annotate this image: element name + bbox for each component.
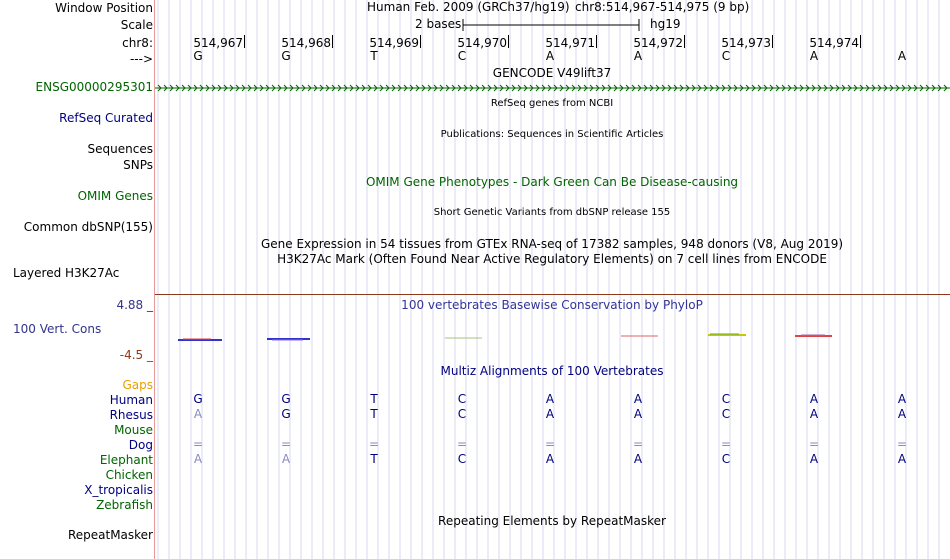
publications-track-title: Publications: Sequences in Scientific Articles xyxy=(440,129,664,140)
gtex-track-title: Gene Expression in 54 tissues from GTEx RNA-seq of 17382 samples, 948 donors (V8, Aug 2019) xyxy=(260,237,844,251)
phylop-plot[interactable] xyxy=(155,328,950,348)
common-dbsnp-label[interactable]: Common dbSNP(155) xyxy=(23,220,153,234)
alignment-base: G xyxy=(281,407,291,421)
alignment-base: A xyxy=(193,407,203,421)
ruler-tick-label: 514,968 xyxy=(281,36,331,50)
species-label[interactable]: Mouse xyxy=(114,423,153,437)
alignment-base: = xyxy=(280,437,292,451)
ruler-tick-label: 514,973 xyxy=(721,36,771,50)
alignment-base: A xyxy=(897,452,907,466)
alignment-base: T xyxy=(370,407,378,421)
refseq-label[interactable]: RefSeq Curated xyxy=(59,111,153,125)
alignment-base: A xyxy=(545,392,555,406)
alignment-base: A xyxy=(633,452,643,466)
alignment-base: C xyxy=(721,407,731,421)
alignment-base: = xyxy=(456,437,468,451)
ruler-tick-label: 514,971 xyxy=(545,36,595,50)
ruler-tick xyxy=(508,35,509,48)
ruler-tick-label: 514,969 xyxy=(369,36,419,50)
gene-strand-line[interactable] xyxy=(155,83,950,93)
species-label[interactable]: X_tropicalis xyxy=(84,483,153,497)
phylop-mark xyxy=(708,334,746,335)
omim-track-title: OMIM Gene Phenotypes - Dark Green Can Be Disease-causing xyxy=(365,175,739,189)
cons-min-label: -4.5 _ xyxy=(119,348,153,362)
alignment-base: = xyxy=(368,437,380,451)
multiz-track-title: Multiz Alignments of 100 Vertebrates xyxy=(440,364,664,378)
alignment-base: C xyxy=(457,452,467,466)
ruler-tick xyxy=(772,35,773,48)
ruler-tick xyxy=(244,35,245,48)
ruler-tick xyxy=(332,35,333,48)
scale-label[interactable]: Scale xyxy=(120,18,153,32)
alignment-base: A xyxy=(809,392,819,406)
track-area[interactable] xyxy=(155,0,950,559)
alignment-base: = xyxy=(896,437,908,451)
base-letter: G xyxy=(193,49,203,63)
base-letter: C xyxy=(721,49,731,63)
ruler-tick xyxy=(420,35,421,48)
h3k27ac-track-title: H3K27Ac Mark (Often Found Near Active Regulatory Elements) on 7 cell lines from ENCODE xyxy=(277,252,827,266)
base-letter: A xyxy=(809,49,819,63)
h3k27ac-label[interactable]: Layered H3K27Ac xyxy=(13,266,120,280)
chrom-label[interactable]: chr8: xyxy=(122,36,153,50)
alignment-base: G xyxy=(281,392,291,406)
species-label[interactable]: Rhesus xyxy=(109,408,153,422)
alignment-base: = xyxy=(808,437,820,451)
ruler-tick xyxy=(860,35,861,48)
repeatmasker-label[interactable]: RepeatMasker xyxy=(67,528,153,542)
repeatmasker-track-title: Repeating Elements by RepeatMasker xyxy=(438,514,666,528)
alignment-base: A xyxy=(897,392,907,406)
alignment-base: C xyxy=(457,392,467,406)
alignment-base: A xyxy=(809,407,819,421)
phylop-mark xyxy=(267,339,310,340)
gencode-track-title: GENCODE V49lift37 xyxy=(492,66,612,80)
db-label: hg19 xyxy=(650,17,681,31)
ruler-tick-label: 514,974 xyxy=(809,36,859,50)
alignment-base: A xyxy=(281,452,291,466)
phylop-mark xyxy=(178,339,222,340)
cons-max-label: 4.88 _ xyxy=(116,298,153,312)
refseq-track-title: RefSeq genes from NCBI xyxy=(490,98,614,109)
species-label[interactable]: Dog xyxy=(128,438,153,452)
base-letter: G xyxy=(281,49,291,63)
base-letter: T xyxy=(370,49,378,63)
ruler-tick xyxy=(596,35,597,48)
alignment-base: A xyxy=(545,407,555,421)
sequences-label[interactable]: Sequences xyxy=(87,142,153,156)
ruler-tick-label: 514,967 xyxy=(193,36,243,50)
cons-track-label[interactable]: 100 Vert. Cons xyxy=(13,322,102,336)
window-position-label[interactable]: Window Position xyxy=(55,1,153,15)
alignment-base: T xyxy=(370,452,378,466)
alignment-base: = xyxy=(632,437,644,451)
alignment-base: C xyxy=(721,452,731,466)
species-label[interactable]: Chicken xyxy=(105,468,153,482)
ruler-tick-label: 514,970 xyxy=(457,36,507,50)
omim-label[interactable]: OMIM Genes xyxy=(77,189,153,203)
species-label[interactable]: Gaps xyxy=(122,378,153,392)
species-label[interactable]: Zebrafish xyxy=(96,498,153,512)
species-label[interactable]: Human xyxy=(109,393,153,407)
scale-text: 2 bases xyxy=(415,17,462,31)
position-title: chr8:514,967-514,975 (9 bp) xyxy=(575,0,750,14)
gene-id-label[interactable]: ENSG00000295301 xyxy=(35,80,153,94)
phylop-mark xyxy=(795,335,832,336)
alignment-base: A xyxy=(633,392,643,406)
h3k27ac-separator xyxy=(155,294,950,295)
strand-arrow-label: ---> xyxy=(129,52,153,66)
base-letter: C xyxy=(457,49,467,63)
snps-label[interactable]: SNPs xyxy=(123,158,153,172)
alignment-base: A xyxy=(809,452,819,466)
alignment-base: C xyxy=(457,407,467,421)
alignment-base: A xyxy=(897,407,907,421)
alignment-base: G xyxy=(193,392,203,406)
base-letter: A xyxy=(897,49,907,63)
base-letter: A xyxy=(545,49,555,63)
alignment-base: A xyxy=(545,452,555,466)
phylop-track-title: 100 vertebrates Basewise Conservation by PhyloP xyxy=(401,298,703,312)
scale-bar xyxy=(462,19,642,31)
dbsnp-track-title: Short Genetic Variants from dbSNP release 155 xyxy=(433,207,671,218)
alignment-base: C xyxy=(721,392,731,406)
base-letter: A xyxy=(633,49,643,63)
ruler-tick xyxy=(684,35,685,48)
assembly-title: Human Feb. 2009 (GRCh37/hg19) xyxy=(367,0,570,14)
species-label[interactable]: Elephant xyxy=(99,453,153,467)
alignment-base: = xyxy=(720,437,732,451)
ruler-tick-label: 514,972 xyxy=(633,36,683,50)
alignment-base: A xyxy=(193,452,203,466)
alignment-base: T xyxy=(370,392,378,406)
alignment-base: A xyxy=(633,407,643,421)
alignment-base: = xyxy=(544,437,556,451)
alignment-base: = xyxy=(192,437,204,451)
